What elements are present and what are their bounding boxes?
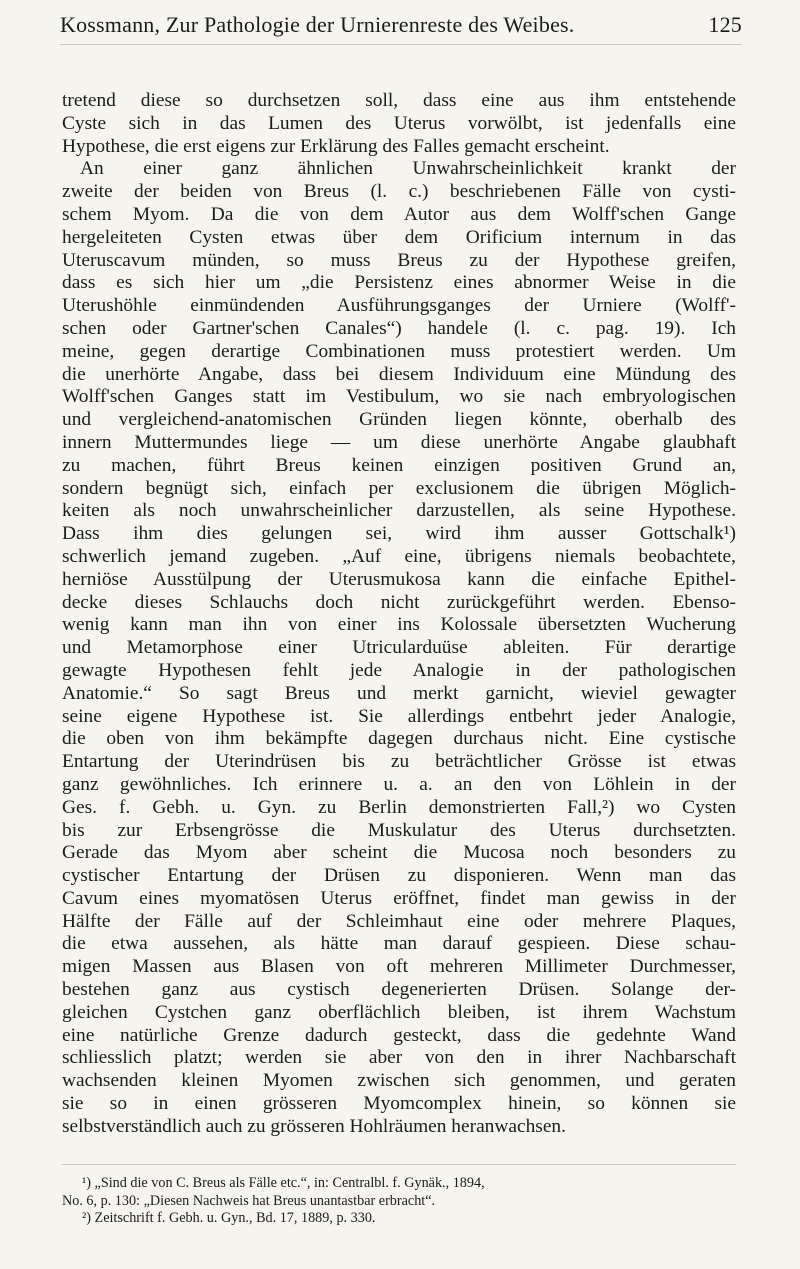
- header-rule: [60, 44, 742, 45]
- text-line: Hälfte der Fälle auf der Schleimhaut eine oder mehrere Plaques,: [62, 910, 736, 932]
- text-line: hergeleiteten Cysten etwas über dem Orificium internum in das: [62, 226, 736, 248]
- text-line: dass es sich hier um „die Persistenz eines abnormer Weise in die: [62, 272, 736, 294]
- text-line: schen oder Gartner'schen Canales“) handele (l. c. pag. 19). Ich: [62, 317, 736, 339]
- text-line: wenig kann man ihn von einer ins Kolossale übersetzten Wucherung: [62, 614, 736, 636]
- text-line: keiten als noch unwahrscheinlicher darzustellen, als seine Hypothese.: [62, 500, 736, 522]
- text-line: An einer ganz ähnlichen Unwahrscheinlichkeit krankt der: [80, 158, 736, 180]
- text-line: Cavum eines myomatösen Uterus eröffnet, findet man gewiss in der: [62, 887, 736, 909]
- footnote-line: No. 6, p. 130: „Diesen Nachweis hat Breus unantastbar erbracht“.: [62, 1192, 436, 1209]
- text-line: seine eigene Hypothese ist. Sie allerdings entbehrt jeder Analogie,: [62, 705, 736, 727]
- text-line: die oben von ihm bekämpfte dagegen durchaus nicht. Eine cystische: [62, 728, 736, 750]
- text-line: innern Muttermundes liege — um diese unerhörte Angabe glaubhaft: [62, 431, 736, 453]
- text-line: bis zur Erbsengrösse die Muskulatur des Uterus durchsetzten.: [62, 819, 736, 841]
- text-line: gewagte Hypothesen fehlt jede Analogie in der pathologischen: [62, 659, 736, 681]
- text-line: selbstverständlich auch zu grösseren Hohlräumen heranwachsen.: [62, 1115, 566, 1137]
- text-line: gleichen Cystchen ganz oberflächlich bleiben, ist ihrem Wachstum: [62, 1001, 736, 1023]
- body-text: [62, 90, 736, 1139]
- text-line: Wolff'schen Ganges statt im Vestibulum, wo sie nach embryologischen: [62, 386, 736, 408]
- text-line: schem Myom. Da die von dem Autor aus dem Wolff'schen Gange: [62, 203, 736, 225]
- text-line: Dass ihm dies gelungen sei, wird ihm ausser Gottschalk¹): [62, 523, 736, 545]
- text-line: sondern begnügt sich, einfach per exclusionem die übrigen Möglich-: [62, 477, 736, 499]
- text-line: sie so in einen grösseren Myomcomplex hinein, so können sie: [62, 1093, 736, 1115]
- running-title: Kossmann, Zur Pathologie der Urnierenreste des Weibes.: [60, 12, 575, 37]
- text-line: decke dieses Schlauchs doch nicht zurückgeführt werden. Ebenso-: [62, 591, 736, 613]
- text-line: Uteruscavum münden, so muss Breus zu der Hypothese greifen,: [62, 249, 736, 271]
- text-line: und Metamorphose einer Utricularduüse ableiten. Für derartige: [62, 637, 736, 659]
- footnote-line: ²) Zeitschrift f. Gebh. u. Gyn., Bd. 17, 1889, p. 330.: [82, 1210, 376, 1226]
- text-line: die etwa aussehen, als hätte man darauf gespieen. Diese schau-: [62, 933, 736, 955]
- text-line: Ges. f. Gebh. u. Gyn. zu Berlin demonstrierten Fall,²) wo Cysten: [62, 796, 736, 818]
- text-line: Entartung der Uterindrüsen bis zu beträchtlicher Grösse ist etwas: [62, 751, 736, 773]
- footnote-line: ¹) „Sind die von C. Breus als Fälle etc.“, in: Centralbl. f. Gynäk., 1894,: [82, 1175, 485, 1191]
- text-line: migen Massen aus Blasen von oft mehreren Millimeter Durchmesser,: [62, 956, 736, 978]
- text-line: eine natürliche Grenze dadurch gesteckt, dass die gedehnte Wand: [62, 1024, 736, 1046]
- text-line: zu machen, führt Breus keinen einzigen positiven Grund an,: [62, 454, 736, 476]
- text-line: herniöse Ausstülpung der Uterusmukosa kann die einfache Epithel-: [62, 568, 736, 590]
- text-line: ganz gewöhnliches. Ich erinnere u. a. an den von Löhlein in der: [62, 773, 736, 795]
- text-line: schliesslich platzt; werden sie aber von den in ihrer Nachbarschaft: [62, 1047, 736, 1069]
- running-header: [60, 8, 742, 38]
- text-line: tretend diese so durchsetzen soll, dass eine aus ihm entstehende: [62, 90, 736, 111]
- text-line: Uterushöhle einmündenden Ausführungsganges der Urniere (Wolff'-: [62, 295, 736, 317]
- footnote-rule: [62, 1164, 736, 1165]
- text-line: und vergleichend-anatomischen Gründen liegen könnte, oberhalb des: [62, 409, 736, 431]
- text-line: meine, gegen derartige Combinationen muss protestiert werden. Um: [62, 340, 736, 362]
- text-line: wachsenden kleinen Myomen zwischen sich genommen, und geraten: [62, 1070, 736, 1092]
- page-number: 125: [708, 12, 742, 37]
- text-line: cystischer Entartung der Drüsen zu disponieren. Wenn man das: [62, 865, 736, 887]
- text-line: Anatomie.“ So sagt Breus und merkt garnicht, wieviel gewagter: [62, 682, 736, 704]
- text-line: die unerhörte Angabe, dass bei diesem Individuum eine Mündung des: [62, 363, 736, 385]
- text-line: Cyste sich in das Lumen des Uterus vorwölbt, ist jedenfalls eine: [62, 112, 736, 134]
- text-line: zweite der beiden von Breus (l. c.) beschriebenen Fälle von cysti-: [62, 181, 736, 203]
- text-line: Hypothese, die erst eigens zur Erklärung des Falles gemacht erscheint.: [62, 135, 610, 157]
- footnotes: [62, 1175, 736, 1228]
- text-line: Gerade das Myom aber scheint die Mucosa noch besonders zu: [62, 842, 736, 864]
- text-line: bestehen ganz aus cystisch degenerierten Drüsen. Solange der-: [62, 979, 736, 1001]
- text-line: schwerlich jemand zugeben. „Auf eine, übrigens niemals beobachtete,: [62, 545, 736, 567]
